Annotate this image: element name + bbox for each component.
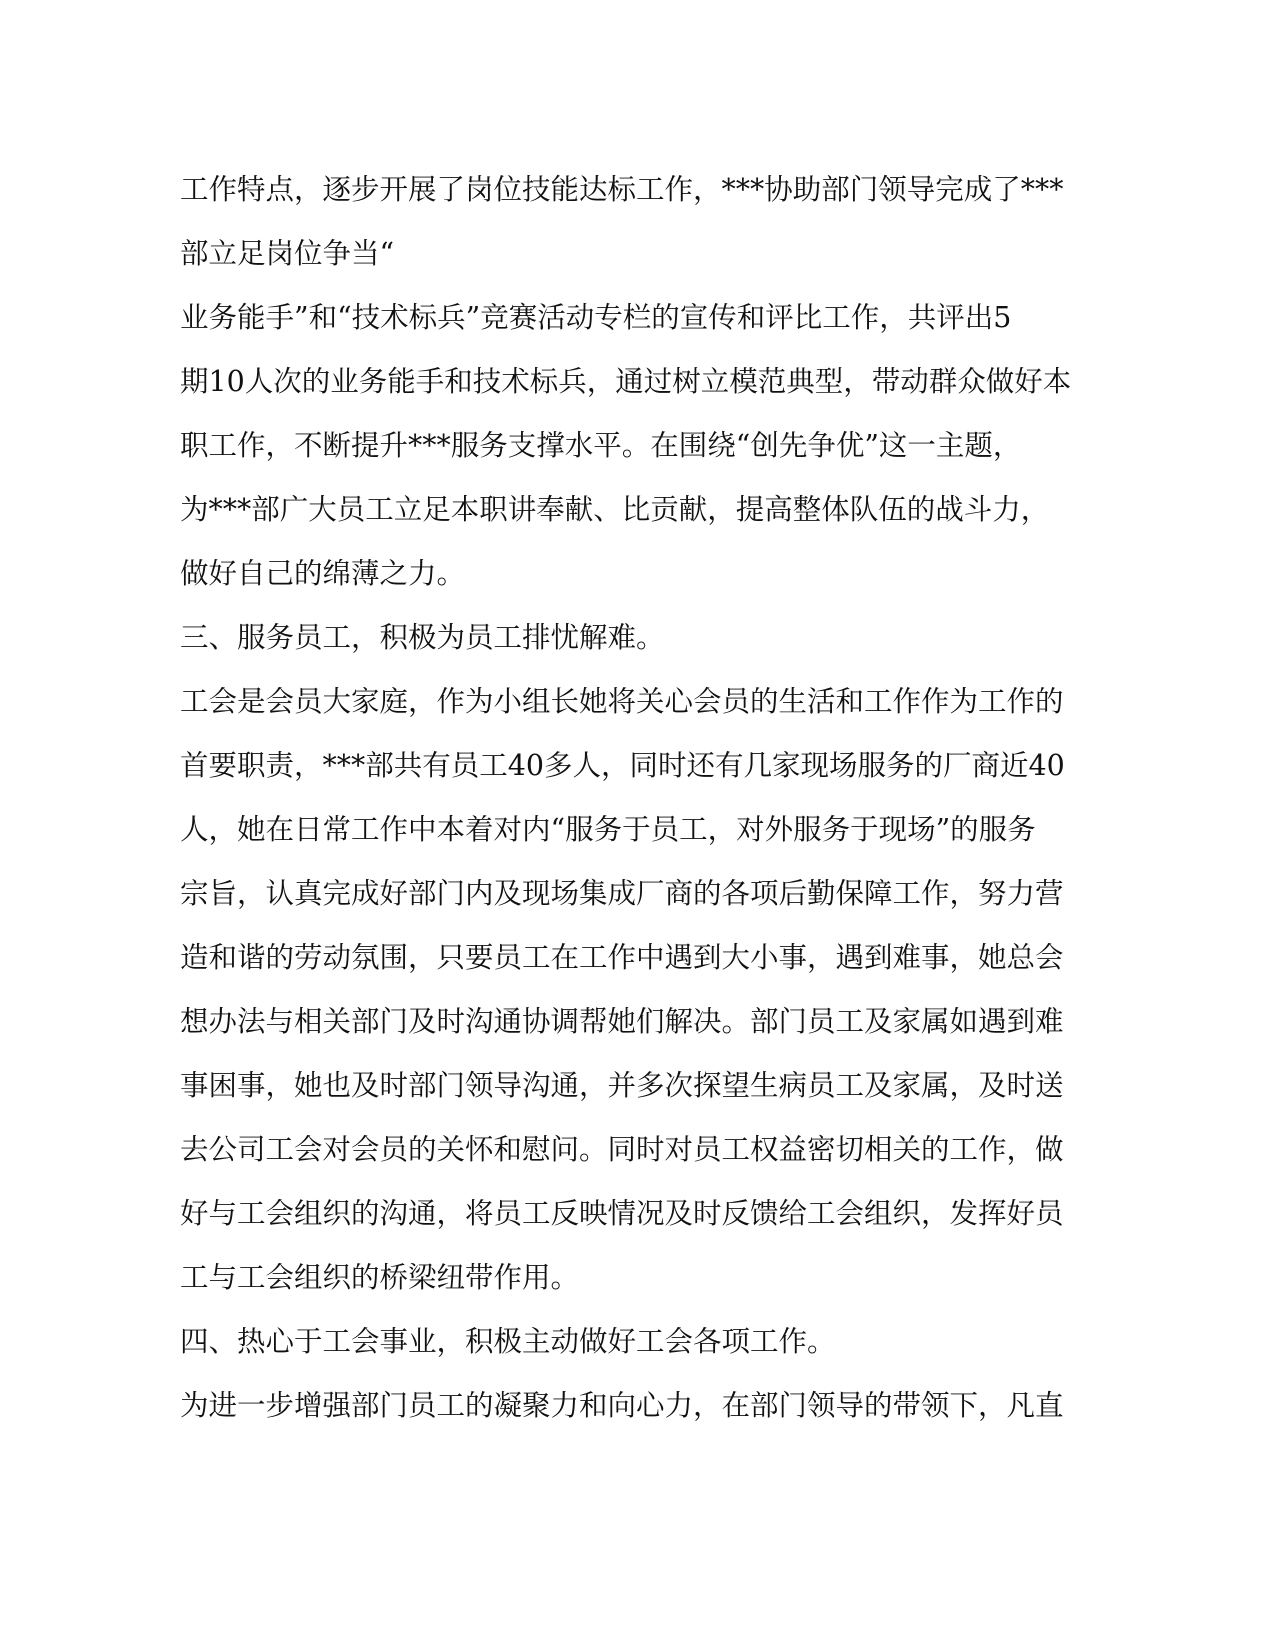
text-line-1: 工作特点，逐步开展了岗位技能达标工作，***协助部门领导完成了*** (180, 173, 1064, 206)
text-line-10: 首要职责，***部共有员工40多人，同时还有几家现场服务的厂商近40 (180, 749, 1065, 782)
text-line-11: 人，她在日常工作中本着对内“服务于员工，对外服务于现场”的服务 (180, 813, 1036, 846)
text-line-17: 好与工会组织的沟通，将员工反映情况及时反馈给工会组织，发挥好员 (180, 1197, 1064, 1230)
text-line-2: 部立足岗位争当“ (180, 237, 395, 270)
text-line-18: 工与工会组织的桥梁纽带作用。 (180, 1261, 580, 1294)
text-line-6: 为***部广大员工立足本职讲奉献、比贡献，提高整体队伍的战斗力， (180, 493, 1050, 526)
text-line-16: 去公司工会对会员的关怀和慰问。同时对员工权益密切相关的工作，做 (180, 1133, 1064, 1166)
text-line-20: 为进一步增强部门员工的凝聚力和向心力，在部门领导的带领下，凡直 (180, 1389, 1064, 1422)
section-heading-4: 四、热心于工会事业，积极主动做好工会各项工作。 (180, 1325, 836, 1358)
section-heading-3: 三、服务员工，积极为员工排忧解难。 (180, 621, 665, 654)
text-line-12: 宗旨，认真完成好部门内及现场集成厂商的各项后勤保障工作，努力营 (180, 877, 1064, 910)
text-line-13: 造和谐的劳动氛围，只要员工在工作中遇到大小事，遇到难事，她总会 (180, 941, 1064, 974)
document-body (180, 158, 1072, 1438)
text-line-3: 业务能手”和“技术标兵”竞赛活动专栏的宣传和评比工作，共评出5 (180, 301, 1012, 334)
text-line-15: 事困事，她也及时部门领导沟通，并多次探望生病员工及家属，及时送 (180, 1069, 1064, 1102)
text-line-7: 做好自己的绵薄之力。 (180, 557, 466, 590)
text-line-4: 期10人次的业务能手和技术标兵，通过树立模范典型，带动群众做好本 (180, 365, 1072, 398)
text-line-9: 工会是会员大家庭，作为小组长她将关心会员的生活和工作作为工作的 (180, 685, 1064, 718)
text-line-14: 想办法与相关部门及时沟通协调帮她们解决。部门员工及家属如遇到难 (180, 1005, 1064, 1038)
text-line-5: 职工作，不断提升***服务支撑水平。在围绕“创先争优”这一主题， (180, 429, 1022, 462)
